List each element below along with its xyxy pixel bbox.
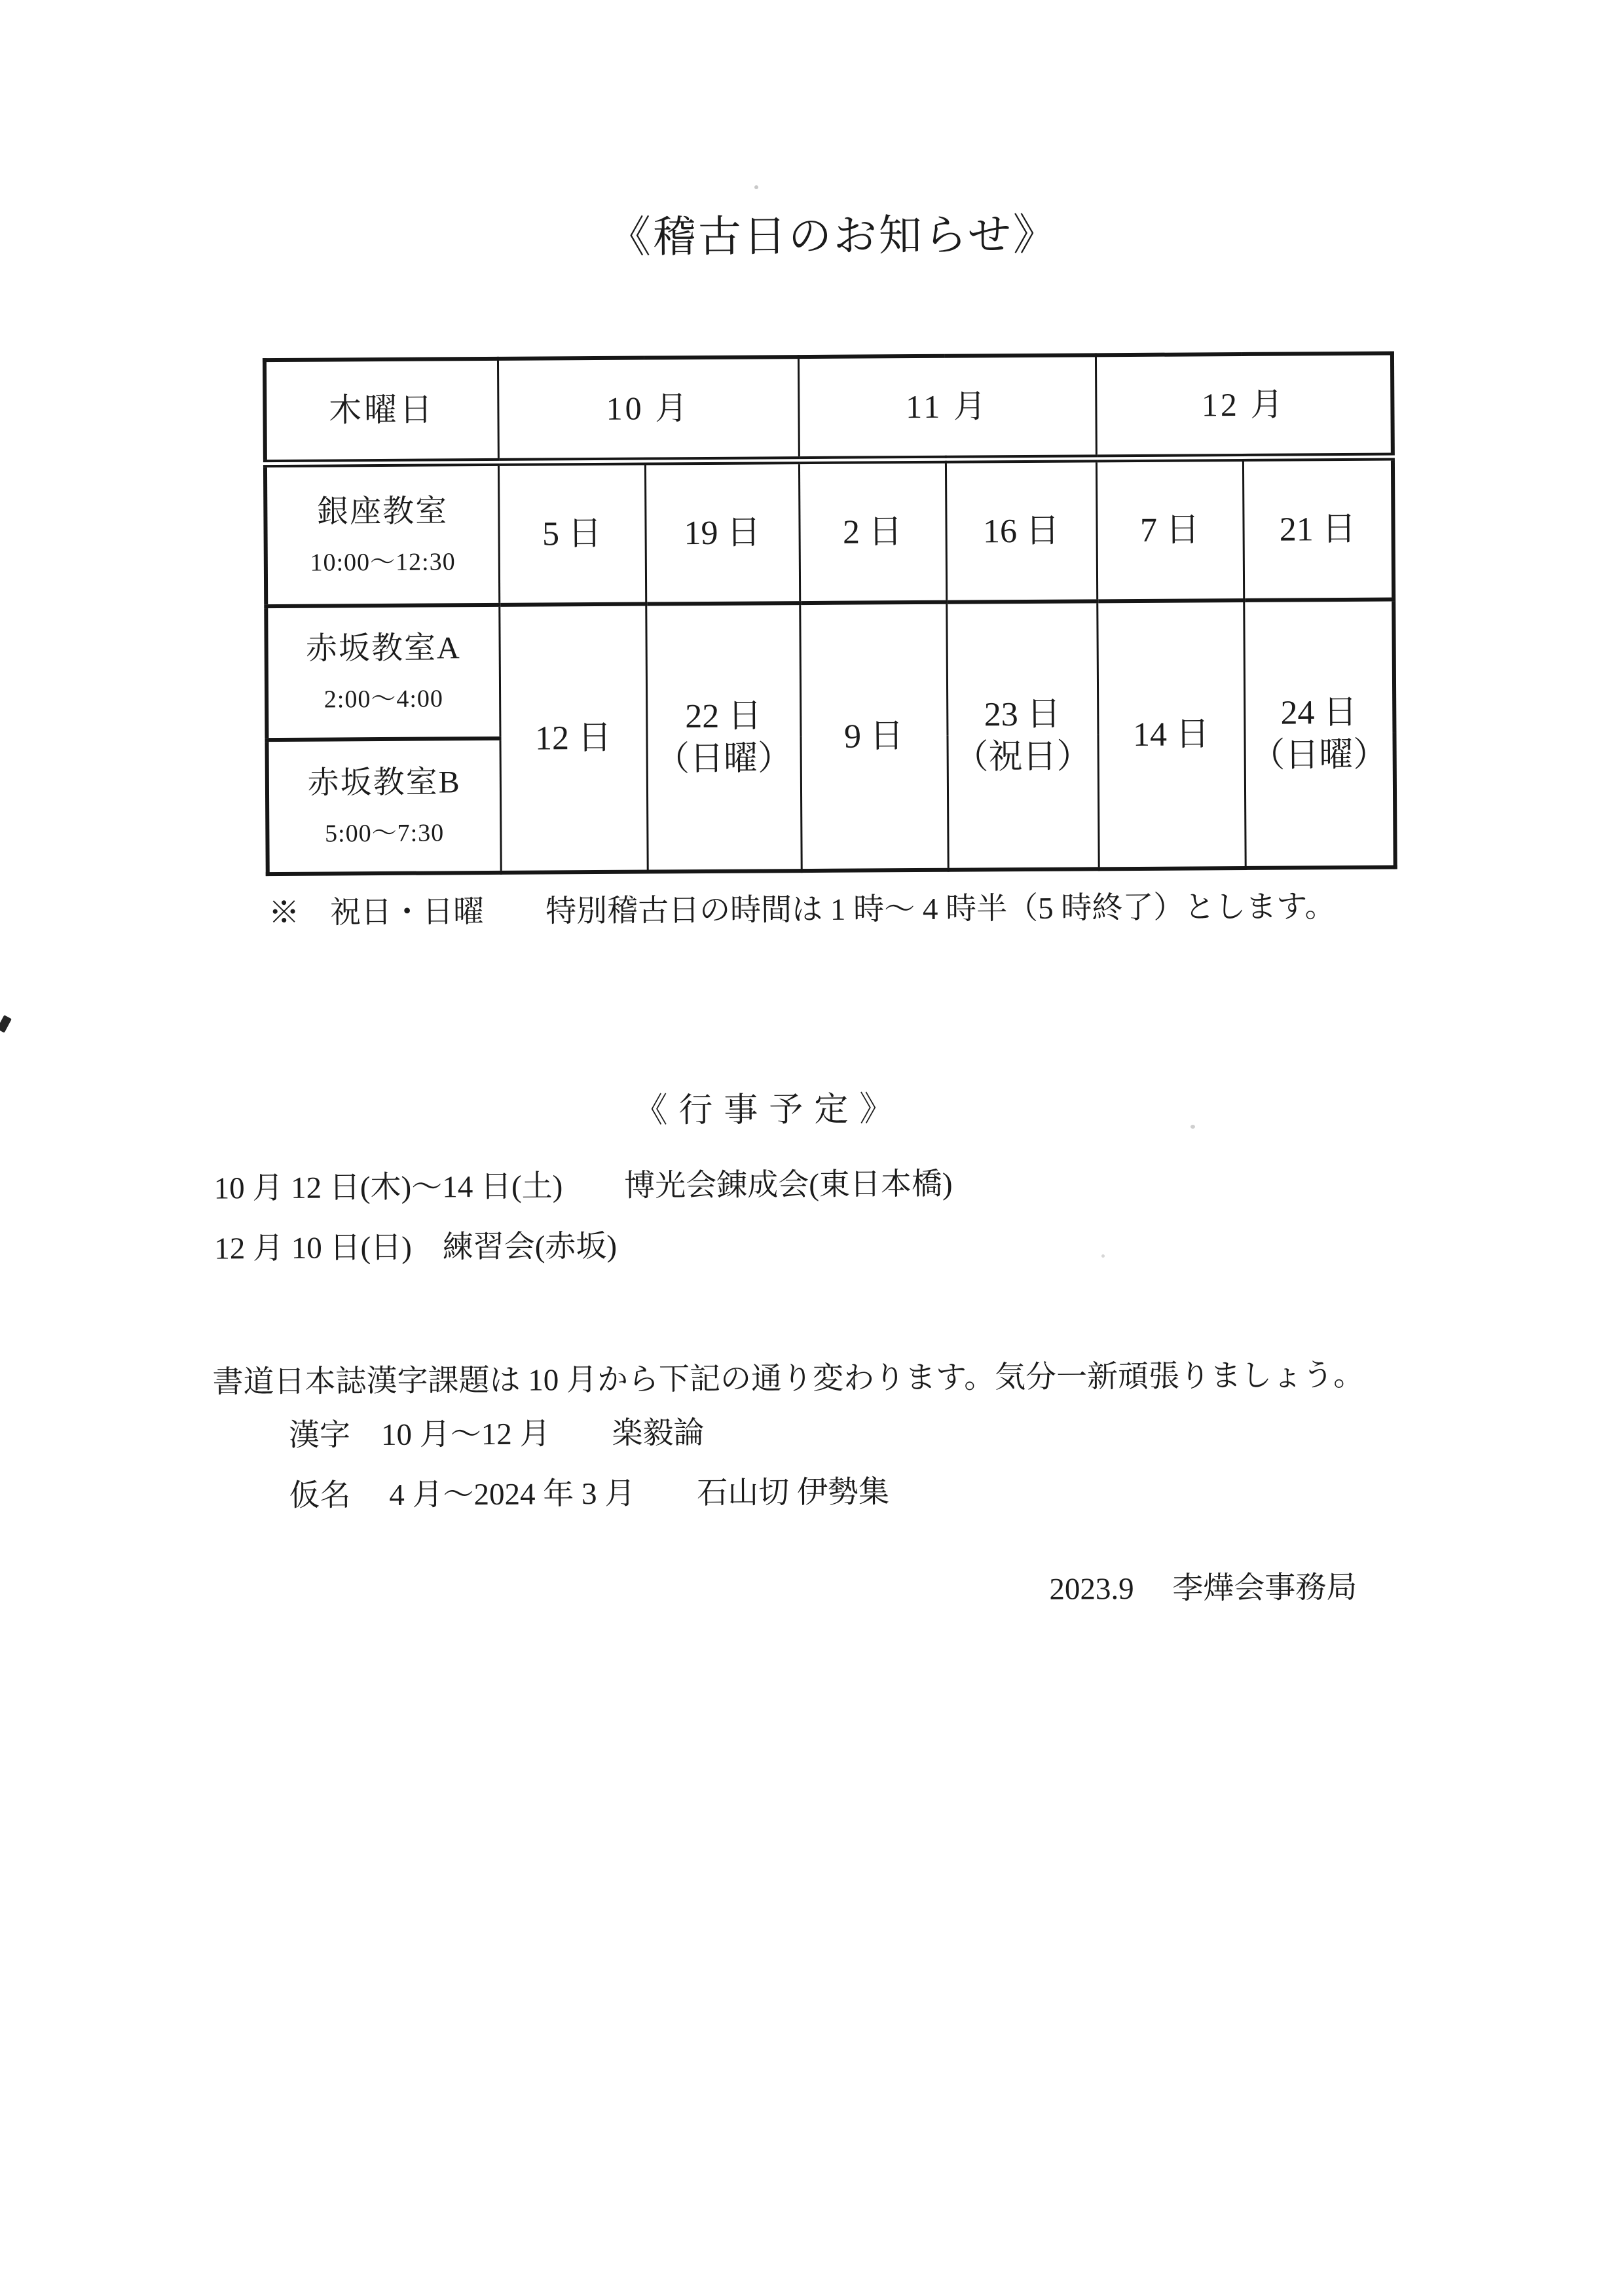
scan-speck [1101, 1254, 1105, 1258]
date-cell-merged: 9 日 [800, 602, 948, 871]
date-cell-merged: 23 日 （祝日） [946, 601, 1098, 869]
classroom-time: 10:00～12:30 [310, 548, 456, 577]
header-cell-december: 12 月 [1096, 354, 1393, 459]
date-cell-merged: 22 日 （日曜） [646, 603, 801, 871]
table-row-akasaka-a [266, 600, 1394, 740]
scan-speck [1190, 1125, 1195, 1129]
classroom-cell-akasaka-b [267, 738, 501, 874]
table-row-ginza [265, 457, 1393, 607]
classroom-time: 5:00～7:30 [324, 819, 445, 848]
classroom-cell-akasaka-a [266, 605, 500, 740]
assignment-kana-line: 仮名 4 月～2024 年 3 月 石山切 伊勢集 [289, 1475, 890, 1513]
holiday-note: ※ 祝日・日曜 特別稽古日の時間は 1 時～ 4 時半（5 時終了）とします。 [268, 890, 1336, 931]
date-cell-merged: 12 日 [499, 604, 647, 873]
header-cell-thursday: 木曜日 [265, 359, 498, 464]
date-cell: 16 日 [946, 458, 1097, 602]
date-cell: 2 日 [799, 460, 946, 603]
scan-speck [754, 185, 758, 189]
classroom-name: 銀座教室 [316, 494, 449, 530]
date-cell-merged: 14 日 [1097, 600, 1245, 869]
page-title: 《稽古日のお知らせ》 [607, 211, 1059, 262]
header-cell-november: 11 月 [798, 355, 1096, 460]
header-cell-october: 10 月 [498, 357, 799, 462]
events-section-title: 《 行 事 予 定 》 [633, 1091, 895, 1130]
event-item: 12 月 10 日(日) 練習会(赤坂) [214, 1229, 618, 1266]
date-cell: 5 日 [498, 462, 646, 605]
table-header-row [265, 354, 1393, 464]
footer-signature: 2023.9 李燁会事務局 [1049, 1570, 1357, 1607]
date-cell: 21 日 [1243, 457, 1393, 600]
classroom-name: 赤坂教室B [307, 765, 461, 801]
classroom-name: 赤坂教室A [305, 630, 461, 666]
classroom-time: 2:00～4:00 [323, 685, 444, 714]
classroom-cell-ginza [265, 462, 499, 606]
date-cell-merged: 24 日 （日曜） [1244, 600, 1395, 868]
date-cell: 19 日 [645, 460, 800, 604]
date-cell: 7 日 [1096, 458, 1244, 601]
practice-schedule-table [263, 352, 1397, 877]
assignment-kanji-line: 漢字 10 月～12 月 楽毅論 [288, 1416, 705, 1453]
assignment-intro-text: 書道日本誌漢字課題は 10 月から下記の通り変わります。気分一新頑張りましょう。 [212, 1358, 1365, 1400]
event-item: 10 月 12 日(木)～14 日(土) 博光会錬成会(東日本橋) [213, 1167, 953, 1206]
